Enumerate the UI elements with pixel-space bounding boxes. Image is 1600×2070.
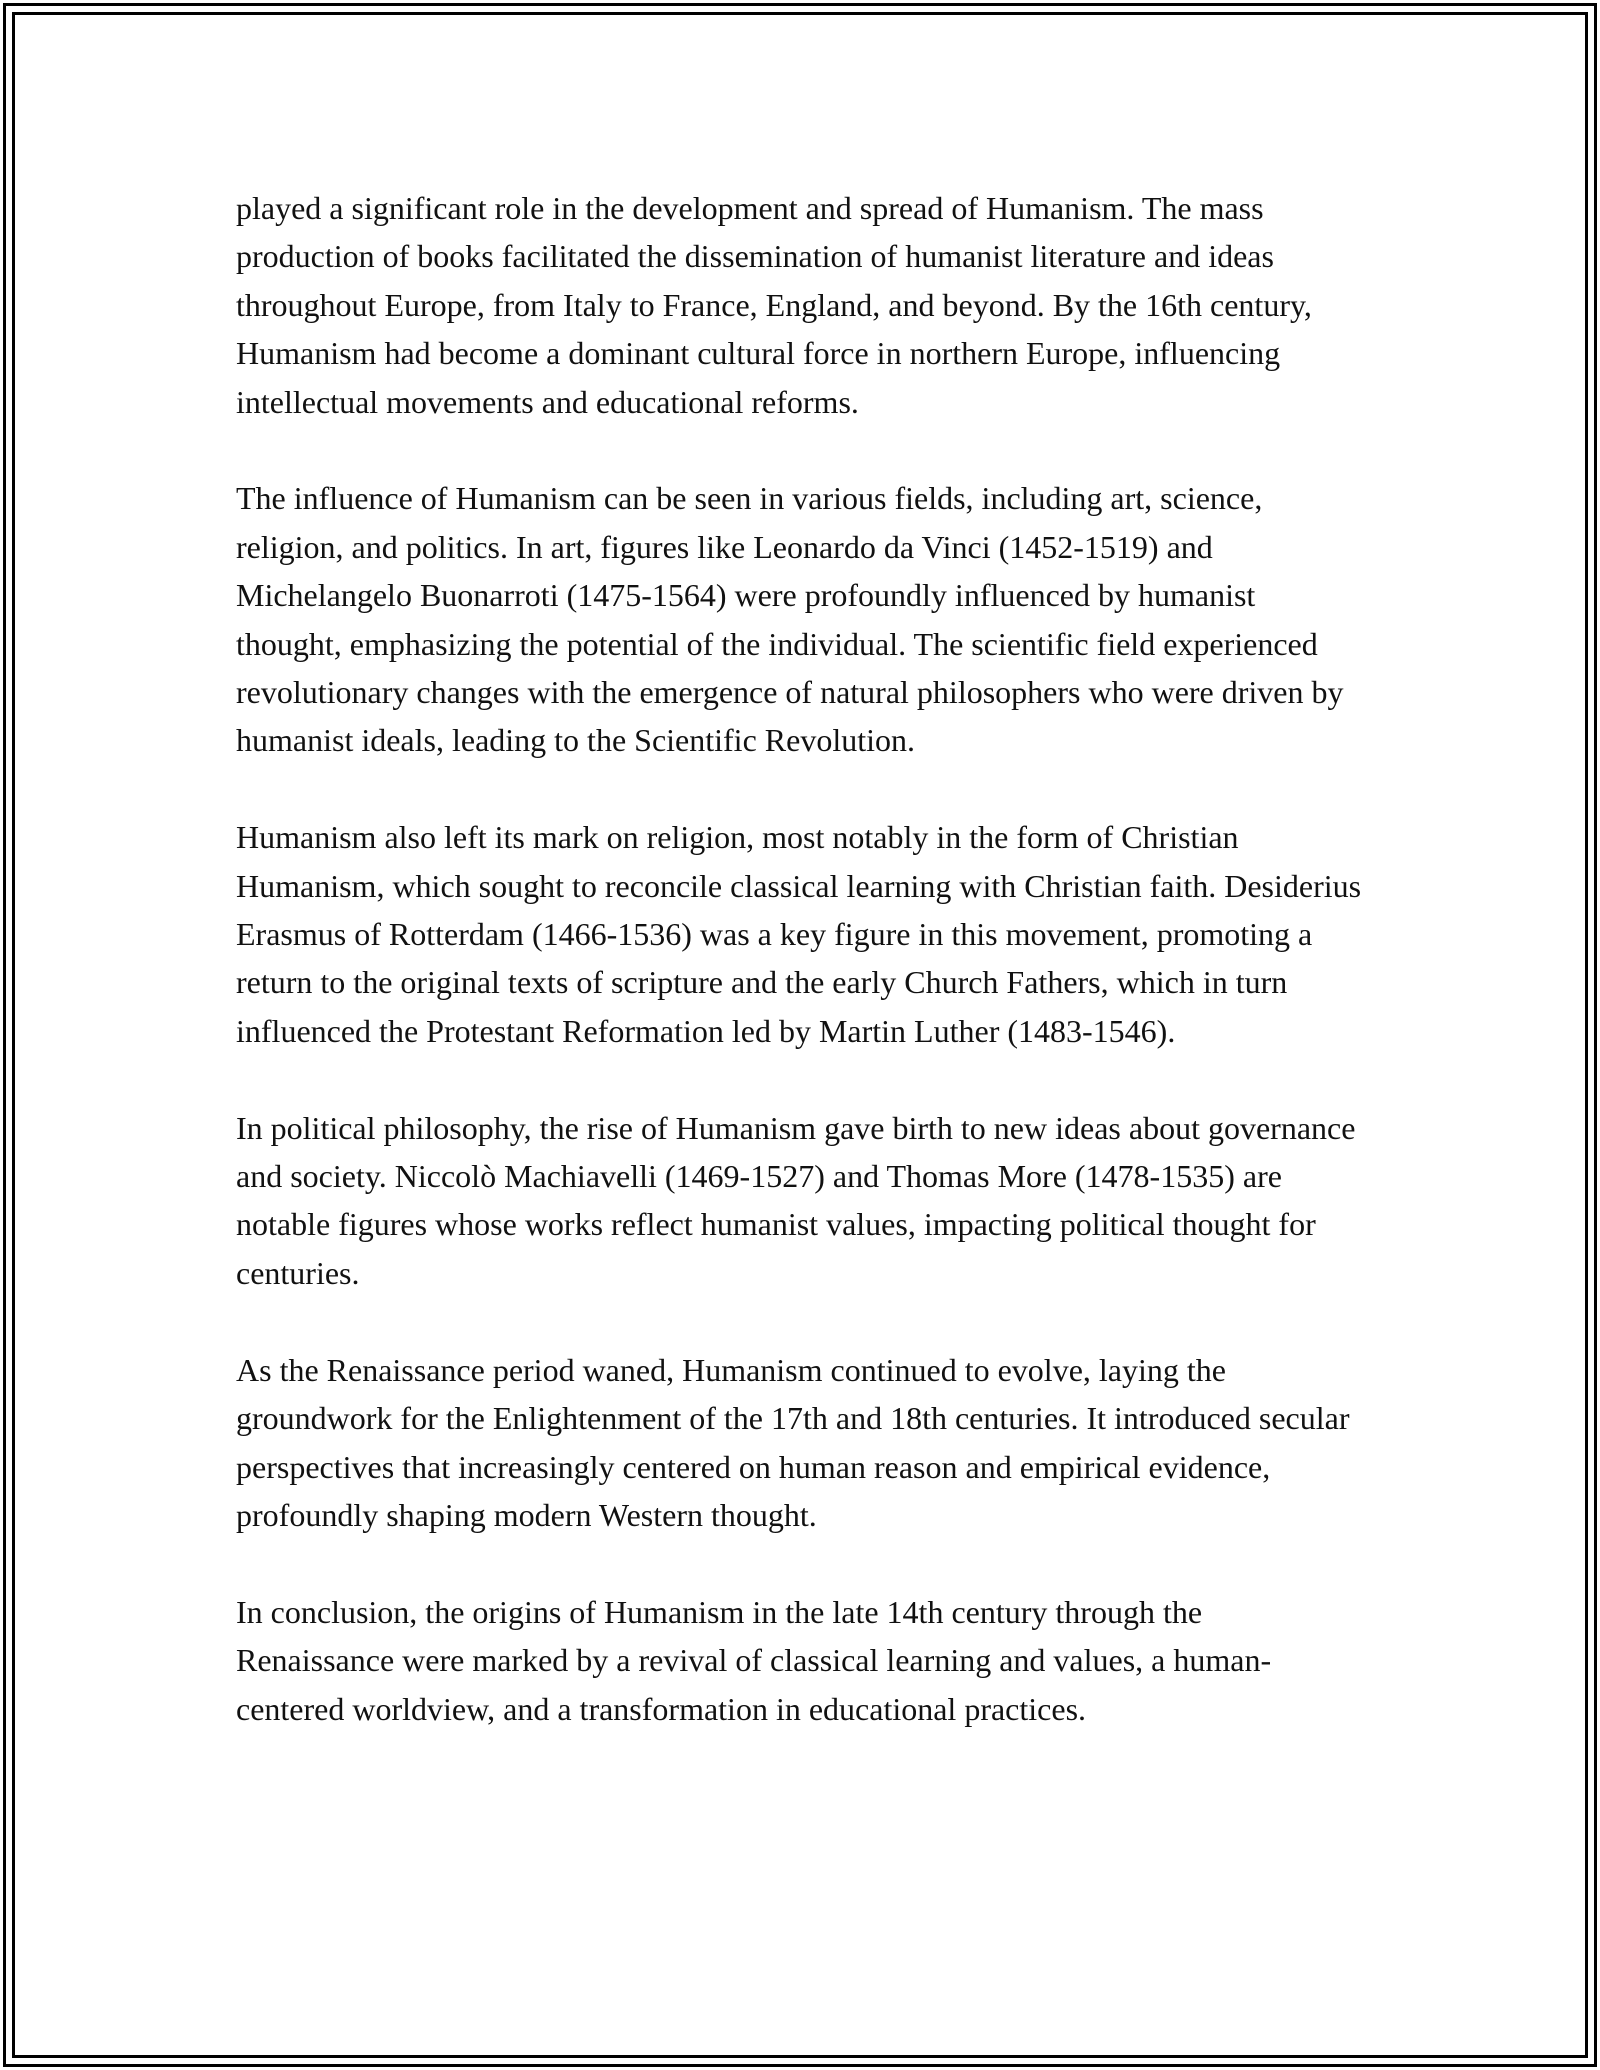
paragraph-influence-fields: The influence of Humanism can be seen in various fields, including art, science, religion, and politics. In art, figures like Leonardo da Vinci (1452-1519) and Michelangelo Buonarroti (1475-1564) were profoundly influenced by humanist thought, emphasizing the potential of the individual. The scientific field experienced revolutionary changes with the emergence of natural philosophers who were driven by humanist ideals, leading to the Scientific Revolution.	[236, 480, 1344, 759]
paragraph-printing-press: played a significant role in the development and spread of Humanism. The mass production of books facilitated the dissemination of humanist literature and ideas throughout Europe, from Italy to France, England, and beyond. By the 16th century, Humanism had become a dominant cultural force in northern Europe, influencing intellectual movements and educational reforms.	[236, 190, 1312, 420]
paragraph-religion: Humanism also left its mark on religion, most notably in the form of Christian Humanism, which sought to reconcile classical learning with Christian faith. Desiderius Erasmus of Rotterdam (1466-1536) was a key figure in this movement, promoting a return to the original texts of scripture and the early Church Fathers, which in turn influenced the Protestant Reformation led by Martin Luther (1483-1546).	[236, 819, 1362, 1049]
document-body	[236, 184, 1366, 1733]
paragraph-conclusion: In conclusion, the origins of Humanism in the late 14th century through the Renaissance were marked by a revival of classical learning and values, a human-centered worldview, and a transformation in educational practices.	[236, 1593, 1272, 1727]
paragraph-enlightenment: As the Renaissance period waned, Humanism continued to evolve, laying the groundwork for the Enlightenment of the 17th and 18th centuries. It introduced secular perspectives that increasingly centered on human reason and empirical evidence, profoundly shaping modern Western thought.	[236, 1351, 1350, 1533]
paragraph-political-philosophy: In political philosophy, the rise of Humanism gave birth to new ideas about governance and society. Niccolò Machiavelli (1469-1527) and Thomas More (1478-1535) are notable figures whose works reflect humanist values, impacting political thought for centuries.	[236, 1109, 1356, 1291]
